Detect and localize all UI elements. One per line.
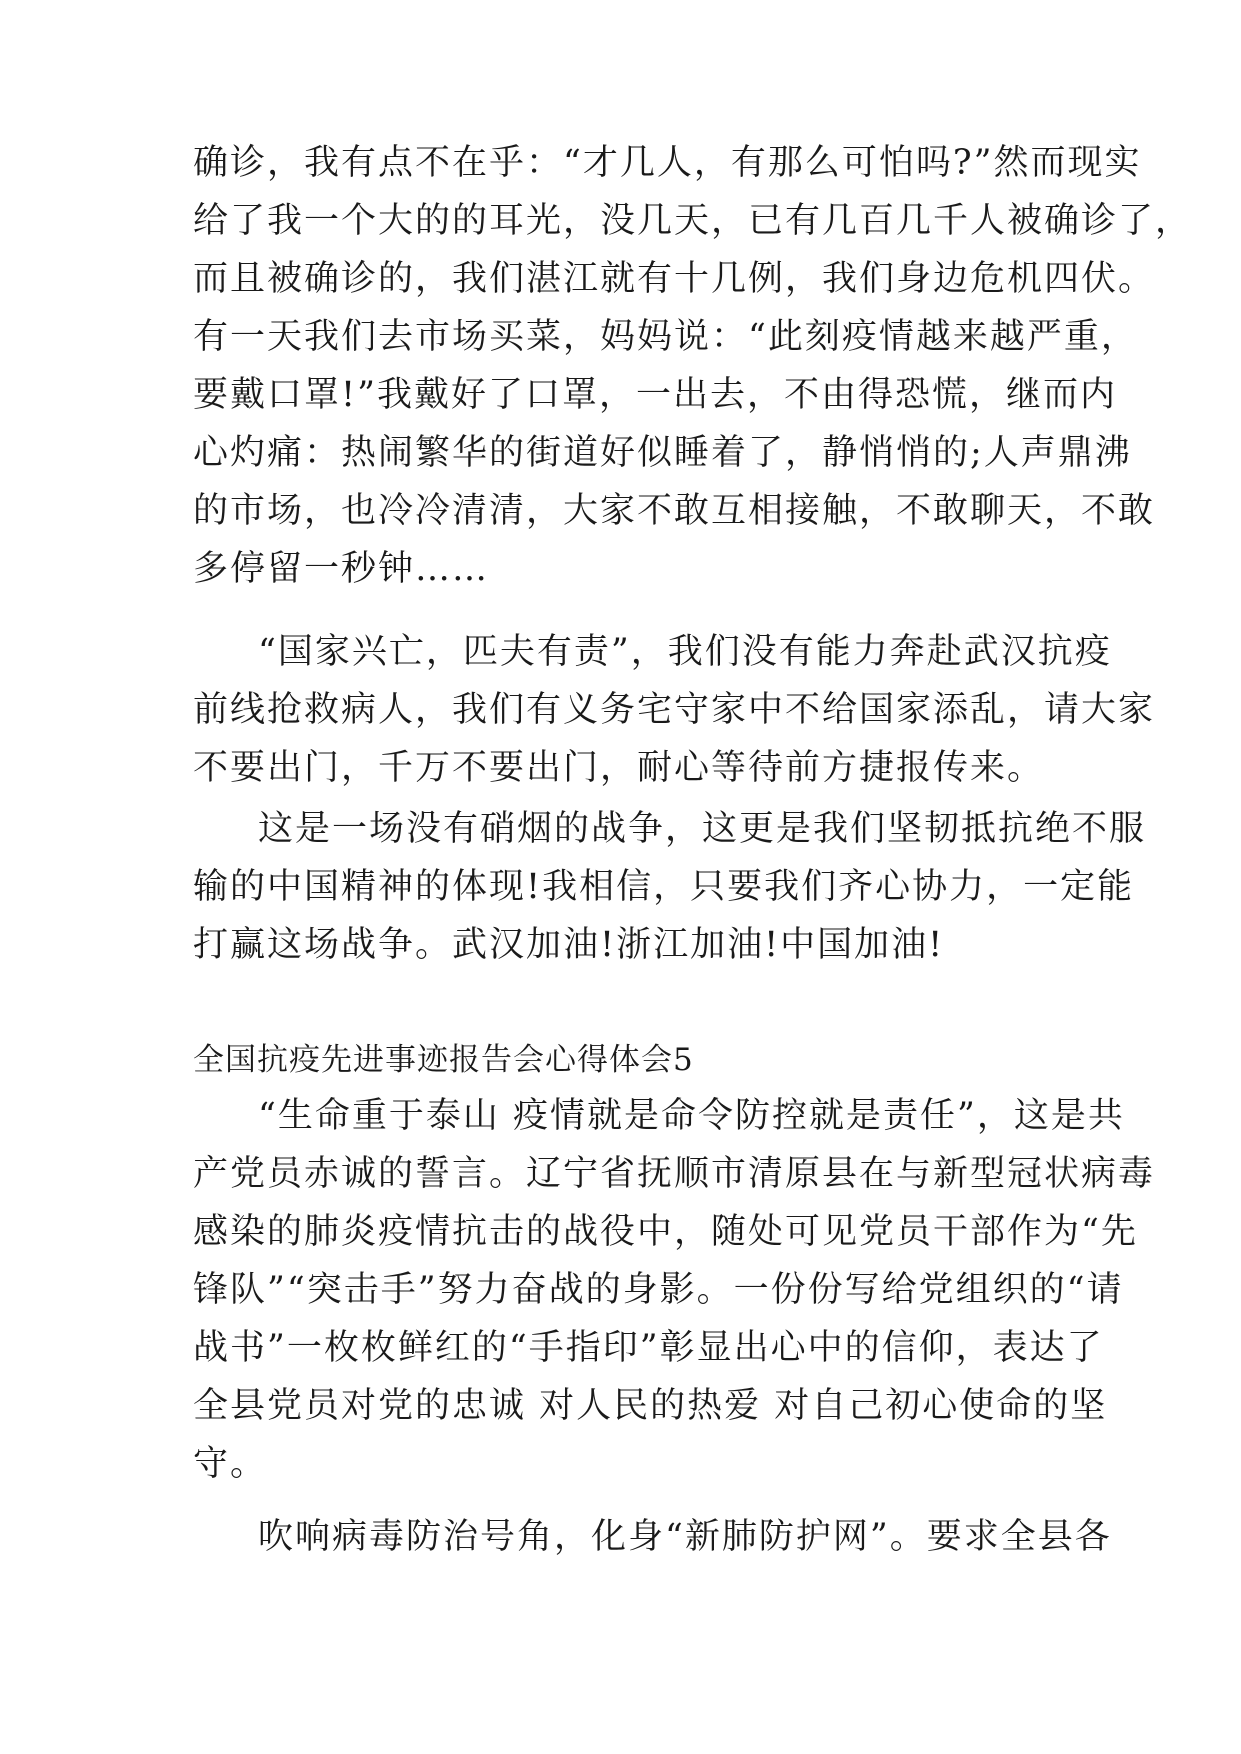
text-line: 而且被确诊的，我们湛江就有十几例，我们身边危机四伏。: [193, 259, 1156, 299]
text-line: 确诊，我有点不在乎：“才几人，有那么可怕吗?”然而现实: [193, 143, 1142, 183]
text-line: 战书”一枚枚鲜红的“手指印”彰显出心中的信仰，表达了: [193, 1328, 1104, 1368]
section-heading: 全国抗疫先进事迹报告会心得体会5: [193, 1042, 694, 1078]
text-line: 心灼痛：热闹繁华的街道好似睡着了，静悄悄的;人声鼎沸: [193, 433, 1132, 473]
text-line: 给了我一个大的的耳光，没几天，已有几百几千人被确诊了，: [193, 201, 1193, 241]
text-line: 打赢这场战争。武汉加油!浙江加油!中国加油!: [193, 925, 945, 965]
text-line: 有一天我们去市场买菜，妈妈说：“此刻疫情越来越严重，: [193, 317, 1138, 357]
paragraph-start-line: 这是一场没有硝烟的战争，这更是我们坚韧抵抗绝不服: [258, 809, 1147, 849]
text-line: 输的中国精神的体现!我相信，只要我们齐心协力，一定能: [193, 867, 1135, 907]
text-line: 要戴口罩!”我戴好了口罩，一出去，不由得恐慌，继而内: [193, 375, 1117, 415]
text-line: 锋队”“突击手”努力奋战的身影。一份份写给党组织的“请: [193, 1270, 1124, 1310]
paragraph-start-line: “生命重于泰山 疫情就是命令防控就是责任”，这是共: [258, 1096, 1125, 1136]
paragraph-start-line: “国家兴亡，匹夫有责”，我们没有能力奔赴武汉抗疫: [258, 632, 1112, 672]
text-line: 守。: [193, 1444, 268, 1484]
paragraph-start-line: 吹响病毒防治号角，化身“新肺防护网”。要求全县各: [258, 1517, 1112, 1557]
text-line: 感染的肺炎疫情抗击的战役中，随处可见党员干部作为“先: [193, 1212, 1138, 1252]
text-line: 全县党员对党的忠诚 对人民的热爱 对自己初心使命的坚: [193, 1386, 1108, 1426]
text-line: 不要出门，千万不要出门，耐心等待前方捷报传来。: [193, 748, 1045, 788]
text-line: 前线抢救病人，我们有义务宅守家中不给国家添乱，请大家: [193, 690, 1156, 730]
text-line: 的市场，也冷冷清清，大家不敢互相接触，不敢聊天，不敢: [193, 491, 1156, 531]
text-line: 多停留一秒钟……: [193, 549, 490, 589]
text-line: 产党员赤诚的誓言。辽宁省抚顺市清原县在与新型冠状病毒: [193, 1154, 1156, 1194]
